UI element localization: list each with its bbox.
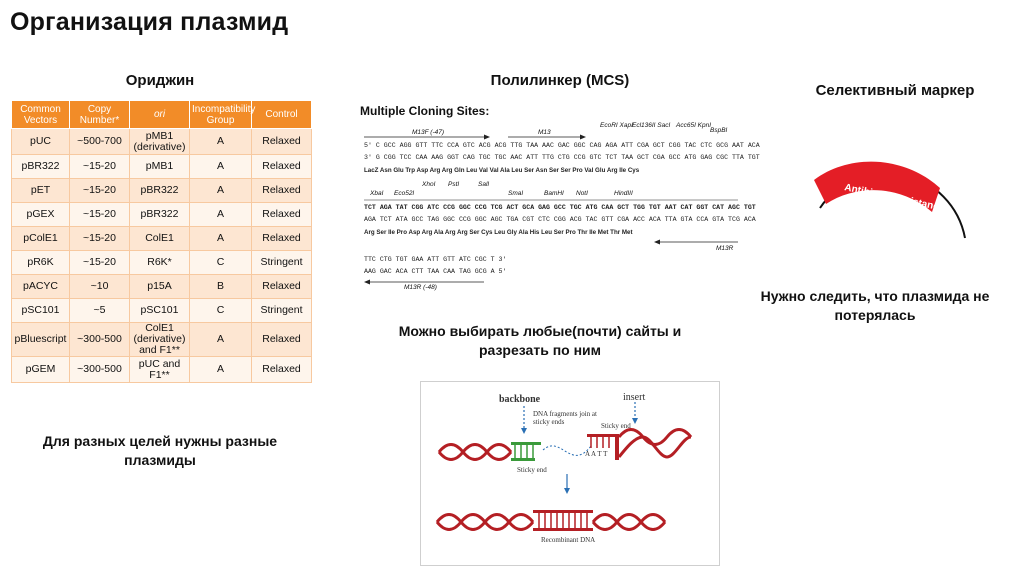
vectors-table xyxy=(11,100,312,383)
table-cell: pMB1 (derivative) xyxy=(130,129,190,155)
table-cell: ~15-20 xyxy=(70,203,130,227)
table-cell: Relaxed xyxy=(252,275,312,299)
site-label: Ecl136II SacI xyxy=(632,122,671,129)
table-cell: A xyxy=(190,129,252,155)
polylinker-heading: Полилинкер (MCS) xyxy=(490,72,630,89)
table-cell: ~15-20 xyxy=(70,251,130,275)
marker-heading: Селективный маркер xyxy=(815,82,975,99)
table-cell: pR6K xyxy=(12,251,70,275)
col-header: Control xyxy=(252,101,312,129)
table-cell: ~300-500 xyxy=(70,357,130,383)
table-cell: pET xyxy=(12,179,70,203)
table-cell: ~15-20 xyxy=(70,227,130,251)
table-cell: Relaxed xyxy=(252,357,312,383)
col-header: Common Vectors xyxy=(12,101,70,129)
amino-acid-line: LacZ Asn Glu Trp Asp Arg Arg Gln Leu Val Val Ala Leu Ser Asn Ser Ser Pro Val Glu Arg Ile Cys xyxy=(364,167,640,174)
col-header: Copy Number* xyxy=(70,101,130,129)
table-cell: pACYC xyxy=(12,275,70,299)
site-label: PstI xyxy=(448,181,460,188)
site-label: Acc65I KpnI xyxy=(676,122,712,129)
origins-heading: Ориджин xyxy=(125,72,195,89)
site-label: EcoRI XapI xyxy=(600,122,633,129)
table-cell: A xyxy=(190,155,252,179)
table-row xyxy=(12,323,312,357)
site-label: BspBI xyxy=(710,127,728,134)
sequence-line: AGA TCT ATA GCC TAG GGC CCG GGC AGC TGA CGT CTC CGG ACG TAC GTT CGA ACC ACA TTA GTA CCA GTA TCG ACA xyxy=(364,216,756,223)
table-cell: ~10 xyxy=(70,275,130,299)
base-label: A A T T xyxy=(585,450,608,458)
table-cell: pUC xyxy=(12,129,70,155)
table-cell: Relaxed xyxy=(252,155,312,179)
sequence-line: TCT AGA TAT CGG ATC CCG GGC CCG TCG ACT GCA GAG GCC TGC ATG CAA GCT TGG TGT AAT CAT GGT CAT AGC TGT xyxy=(364,204,756,211)
primer-label: M13 xyxy=(538,129,551,136)
site-label: XbaI xyxy=(370,190,384,197)
origins-note: Для разных целей нужны разные плазмиды xyxy=(42,433,278,468)
recombinant-label: Recombinant DNA xyxy=(541,536,596,544)
backbone-label: backbone xyxy=(499,394,541,405)
recombinant-dna-diagram xyxy=(420,381,720,566)
table-cell: ~15-20 xyxy=(70,179,130,203)
table-cell: Stringent xyxy=(252,299,312,323)
table-row xyxy=(12,275,312,299)
site-label: SalI xyxy=(478,181,490,188)
table-cell: C xyxy=(190,251,252,275)
primer-label: M13F (-47) xyxy=(412,129,445,136)
table-cell: Stringent xyxy=(252,251,312,275)
table-cell: Relaxed xyxy=(252,203,312,227)
table-cell: Relaxed xyxy=(252,129,312,155)
site-label: Eco52I xyxy=(394,190,415,197)
table-cell: ColE1 xyxy=(130,227,190,251)
mcs-figure-title: Multiple Cloning Sites: xyxy=(360,104,490,118)
table-cell: pColE1 xyxy=(12,227,70,251)
site-label: HindIII xyxy=(614,190,633,197)
primer-label: M13R (-48) xyxy=(404,284,437,291)
table-row xyxy=(12,251,312,275)
sticky-end-label: Sticky end xyxy=(601,422,631,430)
table-row xyxy=(12,357,312,383)
table-cell: p15A xyxy=(130,275,190,299)
table-row xyxy=(12,129,312,155)
polylinker-note: Можно выбирать любые(почти) сайты и разрезать по ним xyxy=(398,323,682,358)
table-cell: pBR322 xyxy=(130,179,190,203)
table-header-row xyxy=(12,101,312,129)
table-cell: A xyxy=(190,323,252,357)
site-label: SmaI xyxy=(508,190,524,197)
table-cell: C xyxy=(190,299,252,323)
table-cell: ColE1 (derivative) and F1** xyxy=(130,323,190,357)
join-label: DNA fragments join at sticky ends xyxy=(533,410,597,426)
table-cell: pBR322 xyxy=(12,155,70,179)
sequence-line: AAG GAC ACA CTT TAA CAA TAG GCG A 5' xyxy=(364,268,507,275)
table-cell: pGEX xyxy=(12,203,70,227)
site-label: XhoI xyxy=(422,181,436,188)
table-row xyxy=(12,203,312,227)
sequence-line: 5' C GCC AGG GTT TTC CCA GTC ACG ACG TTG TAA AAC GAC GGC CAG AGA ATT CGA GCT CGG TAC CTC GCG AAT ACA xyxy=(364,142,760,149)
table-cell: pUC and F1** xyxy=(130,357,190,383)
col-header: ori xyxy=(130,101,190,129)
table-cell: pBluescript xyxy=(12,323,70,357)
table-cell: ~500-700 xyxy=(70,129,130,155)
table-cell: pGEM xyxy=(12,357,70,383)
amino-acid-line: Arg Ser Ile Pro Asp Arg Ala Arg Arg Ser Cys Leu Gly Ala His Leu Ser Pro Thr Ile Met Thr Met xyxy=(364,229,633,236)
sequence-line: TTC CTG TGT GAA ATT GTT ATC CGC T 3' xyxy=(364,256,507,263)
site-label: BamHI xyxy=(544,190,564,197)
sequence-line: 3' G CGG TCC CAA AAG GGT CAG TGC TGC AAC ATT TTG CTG CCG GTC TCT TAA GCT CGA GCC ATG GAG CGC TTA TGT xyxy=(364,154,760,161)
table-cell: A xyxy=(190,227,252,251)
plasmid-ring xyxy=(800,128,980,248)
table-cell: A xyxy=(190,357,252,383)
table-cell: B xyxy=(190,275,252,299)
mcs-figure xyxy=(360,104,760,294)
table-row xyxy=(12,155,312,179)
table-row xyxy=(12,227,312,251)
site-label: NotI xyxy=(576,190,588,197)
table-cell: Relaxed xyxy=(252,323,312,357)
table-cell: pMB1 xyxy=(130,155,190,179)
page-title: Организация плазмид xyxy=(10,8,289,36)
table-cell: ~300-500 xyxy=(70,323,130,357)
table-cell: A xyxy=(190,179,252,203)
col-header: Incompatibility Group xyxy=(190,101,252,129)
sticky-end-label: Sticky end xyxy=(517,466,547,474)
primer-label: M13R xyxy=(716,245,734,252)
table-cell: Relaxed xyxy=(252,179,312,203)
table-cell: pSC101 xyxy=(130,299,190,323)
table-row xyxy=(12,179,312,203)
marker-note: Нужно следить, что плазмида не потерялась xyxy=(760,288,990,323)
table-cell: ~5 xyxy=(70,299,130,323)
table-row xyxy=(12,299,312,323)
table-cell: ~15-20 xyxy=(70,155,130,179)
table-cell: pBR322 xyxy=(130,203,190,227)
antibiotic-resistance-label: Antibiotic Resistance xyxy=(843,182,946,215)
table-cell: pSC101 xyxy=(12,299,70,323)
table-cell: A xyxy=(190,203,252,227)
table-cell: Relaxed xyxy=(252,227,312,251)
table-cell: R6K* xyxy=(130,251,190,275)
insert-label: insert xyxy=(623,392,646,403)
